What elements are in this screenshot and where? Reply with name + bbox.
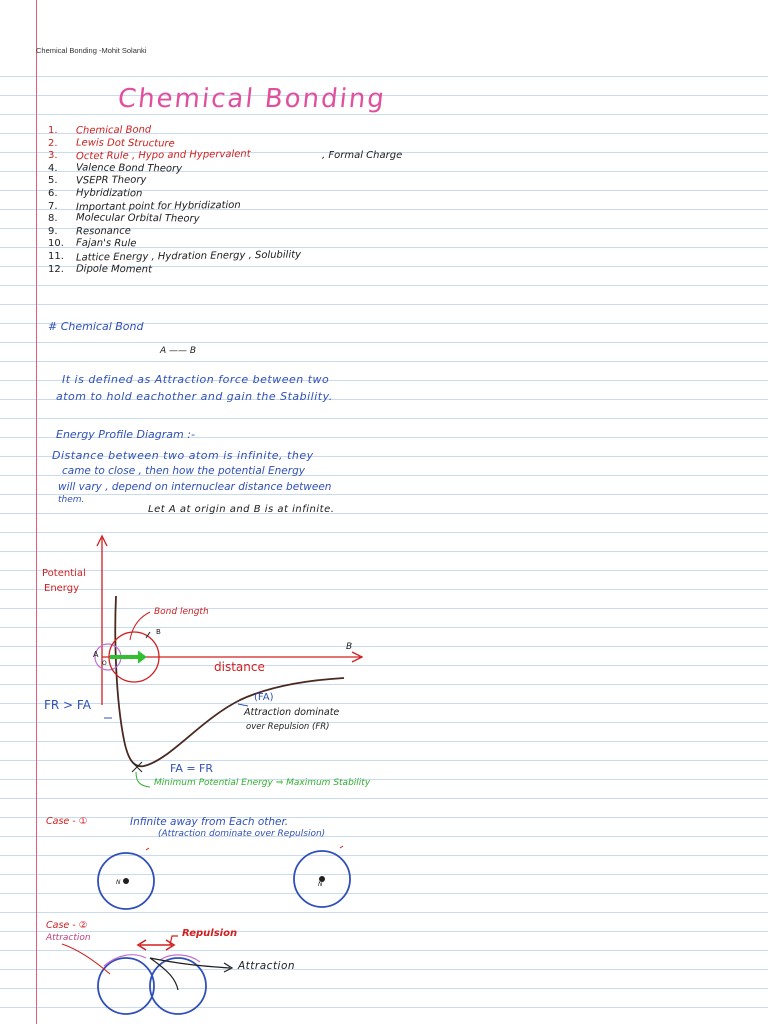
case2-attraction-right: Attraction (238, 960, 296, 972)
toc-number: 9. (48, 225, 58, 237)
case2-label: Case - ② (46, 920, 88, 931)
toc-number: 1. (48, 125, 58, 136)
fa-label: (FA) (254, 692, 274, 703)
repulsion-label: Repulsion (182, 928, 238, 939)
toc-number: 11. (48, 251, 64, 262)
let-line: Let A at origin and B is at infinite. (148, 504, 335, 515)
bond-length-label: Bond length (154, 607, 209, 617)
case2-attraction-left: Attraction (46, 933, 91, 943)
toc-number: 2. (48, 137, 58, 149)
toc-number: 12. (48, 263, 64, 275)
toc-number: 7. (48, 200, 58, 212)
minimum-pointer (136, 772, 150, 787)
case1-n-right: N (318, 881, 323, 888)
toc-number: 6. (48, 188, 58, 199)
case2-atom-left (98, 958, 154, 1014)
case1-label: Case - ① (46, 816, 88, 827)
page-title: Chemical Bonding (116, 84, 388, 114)
toc-item: Valence Bond Theory (75, 162, 183, 175)
fa-eq-fr-label: FA = FR (170, 762, 214, 775)
paragraph-line: came to close , then how the potential Energy (62, 465, 305, 477)
toc-number: 10. (48, 238, 64, 250)
toc-number: 3. (48, 150, 58, 162)
toc-item: Important point for Hybridization (75, 199, 241, 213)
y-axis-label: Potential (42, 568, 86, 579)
toc-item: Fajan's Rule (75, 238, 137, 250)
attraction-label: over Repulsion (FR) (246, 722, 330, 732)
paragraph-line: them. (58, 495, 85, 505)
toc-item: Lewis Dot Structure (75, 137, 175, 150)
paragraph-line: will vary , depend on internuclear distance between (58, 481, 332, 493)
potential-energy-curve (115, 596, 344, 766)
toc-item: VSEPR Theory (75, 174, 147, 187)
toc-item-extra: , Formal Charge (322, 150, 403, 162)
attraction-label: Attraction dominate (244, 707, 340, 718)
y-axis-label: Energy (44, 583, 80, 594)
case1-text: Infinite away from Each other. (130, 816, 289, 828)
toc-item: Chemical Bond (75, 124, 152, 137)
bond-label: A —— B (160, 346, 197, 356)
point-b-far-label: B (346, 642, 353, 652)
point-b-small-label: B (156, 628, 161, 636)
toc-number: 4. (48, 162, 58, 174)
toc-item: Hybridization (75, 187, 143, 200)
toc-number: 8. (48, 213, 58, 225)
fr-gt-fa-label: FR > FA (44, 698, 91, 712)
definition-line: atom to hold eachother and gain the Stability. (56, 390, 333, 403)
point-o-label: O (102, 660, 107, 667)
case1-n-left: N (116, 879, 121, 886)
definition-line: It is defined as Attraction force between two (62, 373, 330, 386)
distance-label: distance (214, 660, 265, 674)
minimum-energy-label: Minimum Potential Energy ⇒ Maximum Stability (154, 778, 371, 788)
toc-item: Resonance (75, 225, 131, 238)
toc-item: Dipole Moment (75, 263, 153, 275)
toc-number: 5. (48, 175, 58, 187)
paragraph-line: Distance between two atom is infinite, they (52, 449, 314, 462)
section-heading: # Chemical Bond (48, 320, 144, 333)
document-header: Chemical Bonding -Mohit Solanki (36, 46, 147, 55)
energy-heading: Energy Profile Diagram :- (56, 428, 195, 441)
case1-text: (Attraction dominate over Repulsion) (158, 829, 326, 839)
case2-atom-right (150, 958, 206, 1014)
toc-item: Octet Rule , Hypo and Hypervalent (75, 148, 251, 163)
point-a-label: A (93, 650, 99, 659)
toc-item: Lattice Energy , Hydration Energy , Solubility (75, 249, 302, 264)
toc-item: Molecular Orbital Theory (75, 212, 200, 225)
